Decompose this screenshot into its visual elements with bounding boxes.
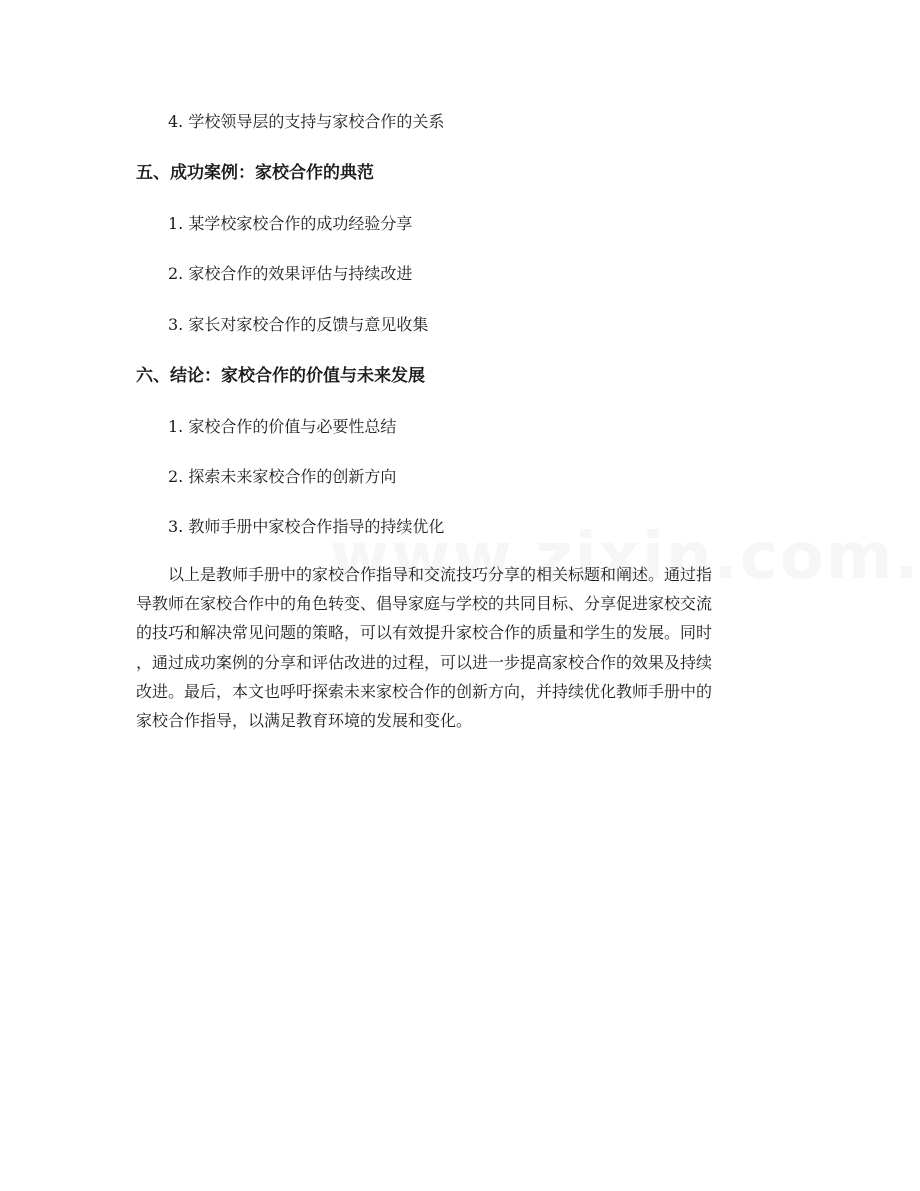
list-item: 1. 某学校家校合作的成功经验分享 — [168, 214, 413, 233]
section-heading-5: 五、成功案例：家校合作的典范 — [136, 163, 374, 183]
paragraph-line: 导教师在家校合作中的角色转变、倡导家庭与学校的共同目标、分享促进家校交流 — [136, 594, 713, 614]
conclusion-paragraph — [136, 565, 786, 740]
paragraph-line: 的技巧和解决常见问题的策略，可以有效提升家校合作的质量和学生的发展。同时 — [136, 623, 713, 643]
paragraph-line: 改进。最后，本文也呼吁探索未来家校合作的创新方向，并持续优化教师手册中的 — [136, 681, 713, 701]
paragraph-line: 家校合作指导，以满足教育环境的发展和变化。 — [136, 710, 473, 730]
list-item: 4. 学校领导层的支持与家校合作的关系 — [168, 112, 445, 131]
list-item: 3. 教师手册中家校合作指导的持续优化 — [168, 517, 445, 536]
list-item: 1. 家校合作的价值与必要性总结 — [168, 417, 397, 436]
paragraph-line: 以上是教师手册中的家校合作指导和交流技巧分享的相关标题和阐述。通过指 — [168, 565, 713, 584]
list-item: 2. 家校合作的效果评估与持续改进 — [168, 264, 413, 283]
list-item: 2. 探索未来家校合作的创新方向 — [168, 467, 397, 486]
list-item: 3. 家长对家校合作的反馈与意见收集 — [168, 315, 429, 334]
paragraph-line: ，通过成功案例的分享和评估改进的过程，可以进一步提高家校合作的效果及持续 — [136, 652, 713, 672]
section-heading-6: 六、结论：家校合作的价值与未来发展 — [136, 366, 425, 386]
